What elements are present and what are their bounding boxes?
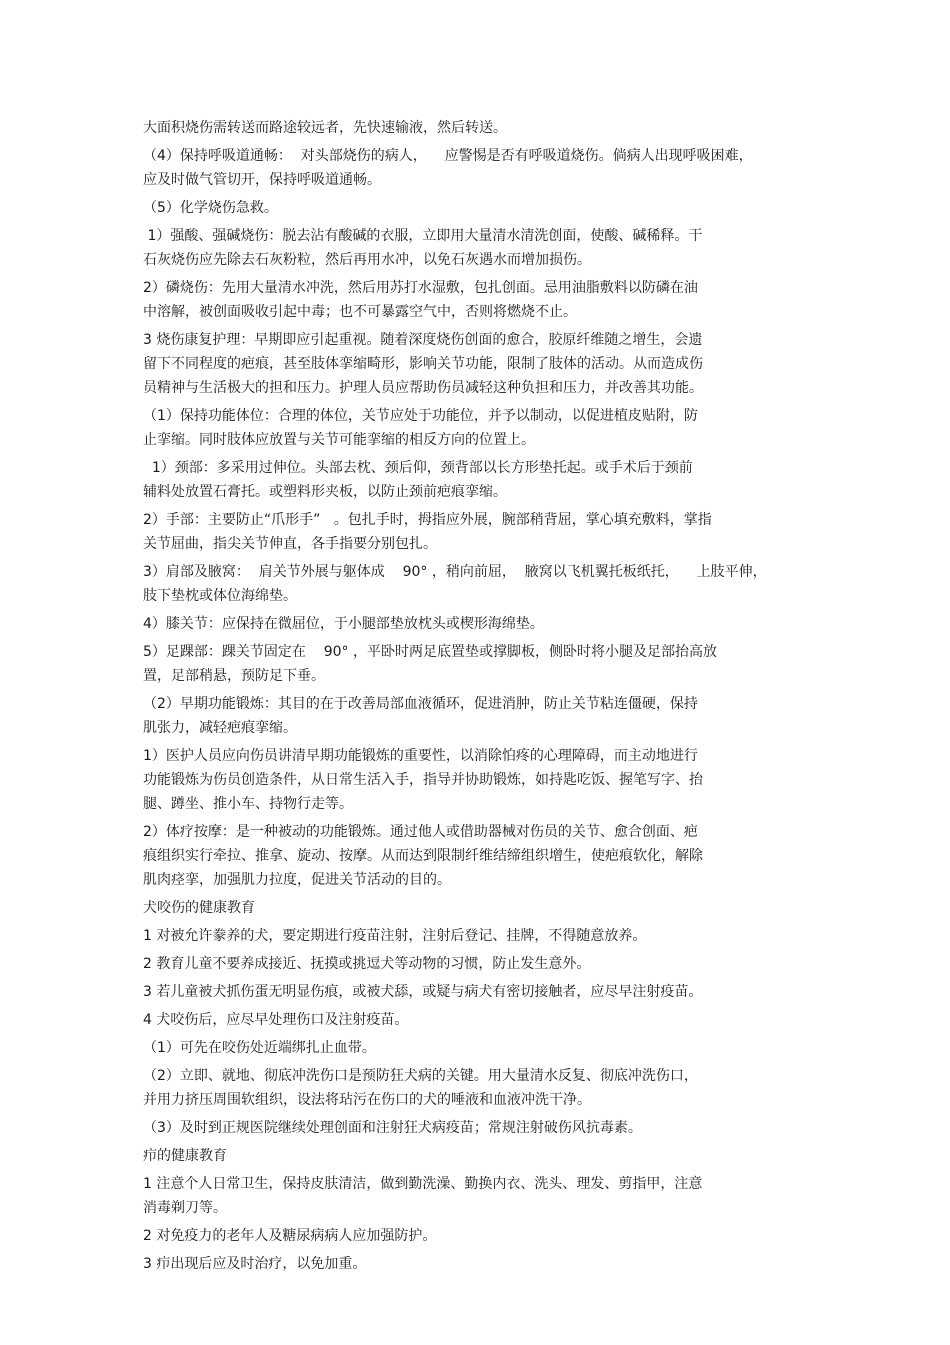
text-line: 肢下垫枕或体位海绵垫。 [143,588,297,604]
text-line: 止挛缩。同时肢体应放置与关节可能挛缩的相反方向的位置上。 [143,432,535,448]
text-line: 2 教育儿童不要养成接近、抚摸或挑逗犬等动物的习惯，防止发生意外。 [143,956,591,972]
paragraph [143,196,823,220]
text-line: 留下不同程度的疤痕，甚至肢体挛缩畸形，影响关节功能，限制了肢体的活动。从而造成伤 [143,356,703,372]
text-line: 中溶解，被创面吸收引起中毒；也不可暴露空气中，否则将燃烧不止。 [143,304,577,320]
paragraph [143,1144,823,1168]
paragraph [143,980,823,1004]
text-line: 1）医护人员应向伤员讲清早期功能锻炼的重要性，以消除怕疼的心理障碍，而主动地进行 [143,748,698,764]
text-line: （1）可先在咬伤处近端绑扎止血带。 [143,1040,376,1056]
text-line: 腿、蹲坐、推小车、持物行走等。 [143,796,353,812]
text-line: 石灰烧伤应先除去石灰粉粒，然后再用水冲，以免石灰遇水而增加损伤。 [143,252,591,268]
text-line: （1）保持功能体位：合理的体位，关节应处于功能位，并予以制动，以促进植皮贴附，防 [143,408,698,424]
document-body [143,116,823,1280]
paragraph [143,952,823,976]
paragraph [143,116,823,140]
text-line: 1）颈部：多采用过伸位。头部去枕、颈后仰，颈背部以长方形垫托起。或手术后于颈前 [143,460,693,476]
paragraph [143,404,823,452]
paragraph [143,144,823,192]
text-line: （2）早期功能锻炼：其目的在于改善局部血液循环，促进消肿，防止关节粘连僵硬，保持 [143,696,698,712]
text-line: 1 对被允许豢养的犬，要定期进行疫苗注射，注射后登记、挂牌，不得随意放养。 [143,928,647,944]
text-line: 1）强酸、强碱烧伤：脱去沾有酸碱的衣服，立即用大量清水清洗创面，使酸、碱稀释。干 [143,228,703,244]
text-line: 肌张力，减轻疤痕挛缩。 [143,720,297,736]
text-line: 应及时做气管切开，保持呼吸道通畅。 [143,172,381,188]
text-line: （4）保持呼吸道通畅： 对头部烧伤的病人， 应警惕是否有呼吸道烧伤。倘病人出现呼吸困难， [143,148,753,164]
paragraph [143,328,823,400]
text-line: 疖的健康教育 [143,1148,227,1164]
text-line: 3 烧伤康复护理：早期即应引起重视。随着深度烧伤创面的愈合，胶原纤维随之增生，会遗 [143,332,703,348]
paragraph [143,456,823,504]
paragraph [143,896,823,920]
text-line: 犬咬伤的健康教育 [143,900,255,916]
paragraph [143,1036,823,1060]
text-line: 痕组织实行牵拉、推拿、旋动、按摩。从而达到限制纤维结缔组织增生，使疤痕软化，解除 [143,848,703,864]
text-line: 2）磷烧伤：先用大量清水冲洗，然后用苏打水湿敷，包扎创面。忌用油脂敷料以防磷在油 [143,280,698,296]
text-line: 并用力挤压周围软组织，设法将玷污在伤口的犬的唾液和血液冲洗干净。 [143,1092,591,1108]
paragraph [143,224,823,272]
paragraph [143,1252,823,1276]
text-line: 3 疖出现后应及时治疗，以免加重。 [143,1256,367,1272]
paragraph [143,1064,823,1112]
text-line: 1 注意个人日常卫生，保持皮肤清洁，做到勤洗澡、勤换内衣、洗头、理发、剪指甲，注意 [143,1176,703,1192]
paragraph [143,924,823,948]
text-line: 2 对免疫力的老年人及糖尿病病人应加强防护。 [143,1228,437,1244]
text-line: 4）膝关节：应保持在微屈位，于小腿部垫放枕头或楔形海绵垫。 [143,616,544,632]
paragraph [143,560,823,608]
text-line: 大面积烧伤需转送而路途较远者，先快速输液，然后转送。 [143,120,507,136]
text-line: 肌肉痉挛，加强肌力拉度，促进关节活动的目的。 [143,872,451,888]
text-line: 2）手部：主要防止“爪形手” 。包扎手时，拇指应外展，腕部稍背屈，掌心填充敷料，掌指 [143,512,712,528]
paragraph [143,820,823,892]
text-line: 关节屈曲，指尖关节伸直，各手指要分别包扎。 [143,536,437,552]
paragraph [143,1172,823,1220]
text-line: 4 犬咬伤后，应尽早处理伤口及注射疫苗。 [143,1012,409,1028]
text-line: （3）及时到正规医院继续处理创面和注射狂犬病疫苗；常规注射破伤风抗毒素。 [143,1120,642,1136]
text-line: 员精神与生活极大的担和压力。护理人员应帮助伤员减轻这种负担和压力，并改善其功能。 [143,380,703,396]
paragraph [143,744,823,816]
text-line: 3）肩部及腋窝： 肩关节外展与躯体成 90° ，稍向前屈， 腋窝以飞机翼托板纸托， 上肢平伸， [143,564,767,580]
text-line: 3 若儿童被犬抓伤蛋无明显伤痕，或被犬舔，或疑与病犬有密切接触者，应尽早注射疫苗。 [143,984,703,1000]
text-line: 置，足部稍悬，预防足下垂。 [143,668,325,684]
text-line: （2）立即、就地、彻底冲洗伤口是预防狂犬病的关键。用大量清水反复、彻底冲洗伤口， [143,1068,698,1084]
paragraph [143,692,823,740]
text-line: 5）足踝部：踝关节固定在 90° ，平卧时两足底置垫或撑脚板，侧卧时将小腿及足部抬高放 [143,644,717,660]
text-line: 功能锻炼为伤员创造条件，从日常生活入手，指导并协助锻炼，如持匙吃饭、握笔写字、抬 [143,772,703,788]
paragraph [143,508,823,556]
paragraph [143,1008,823,1032]
paragraph [143,276,823,324]
paragraph [143,1224,823,1248]
paragraph [143,612,823,636]
paragraph [143,640,823,688]
text-line: 辅料处放置石膏托。或塑料形夹板，以防止颈前疤痕挛缩。 [143,484,507,500]
text-line: （5）化学烧伤急救。 [143,200,278,216]
paragraph [143,1116,823,1140]
text-line: 消毒剃刀等。 [143,1200,227,1216]
text-line: 2）体疗按摩：是一种被动的功能锻炼。通过他人或借助器械对伤员的关节、愈合创面、疤 [143,824,698,840]
